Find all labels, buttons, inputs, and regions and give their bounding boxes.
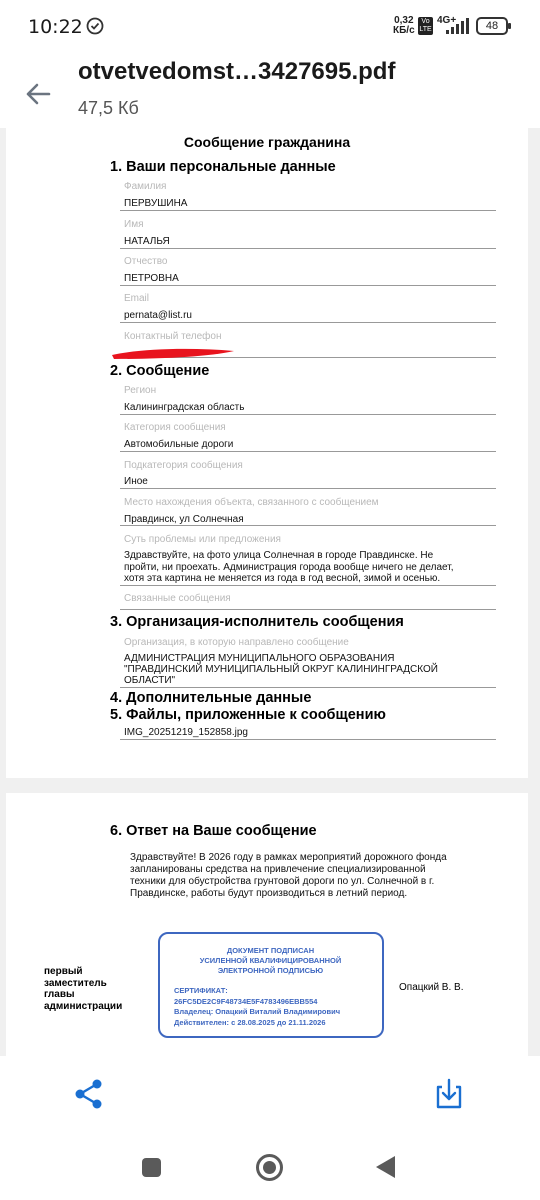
field-value: Иное (124, 476, 148, 487)
field-label: Подкатегория сообщения (124, 460, 243, 471)
section-personal-data: 1. Ваши персональные данные (110, 159, 336, 175)
answer-line: техники для обустройства грунтовой дороги по ул. Солнечной в г. (130, 876, 435, 887)
field-underline (120, 451, 496, 452)
volte-bottom: LTE (419, 26, 432, 33)
field-value: НАТАЛЬЯ (124, 236, 170, 247)
signer-position-line: первый (44, 966, 83, 977)
stamp-validity: Действителен: с 28.08.2025 до 21.11.2026 (174, 1017, 326, 1027)
arrow-left-icon (25, 82, 51, 106)
field-label: Место нахождения объекта, связанного с сообщением (124, 497, 379, 508)
field-underline (120, 285, 496, 286)
field-label: Организация, в которую направлено сообщение (124, 637, 349, 648)
signer-position-line: главы (44, 989, 75, 1000)
field-value: Правдинск, ул Солнечная (124, 514, 244, 525)
field-underline (120, 248, 496, 249)
stamp-cert-number: 26FC5DE2C9F48734E5F4783496EBB554 (174, 996, 318, 1006)
field-label: Email (124, 293, 150, 304)
field-value: ПЕТРОВНА (124, 273, 179, 284)
field-label: Регион (124, 385, 157, 396)
problem-text-line: пройти, ни проехать. Администрация города вообще ничего не делает, (124, 562, 454, 573)
stamp-cert-label: СЕРТИФИКАТ: (174, 986, 228, 995)
file-size: 47,5 Кб (78, 98, 139, 118)
field-label: Суть проблемы или предложения (124, 534, 281, 545)
signer-name: Опацкий В. В. (399, 982, 464, 993)
field-label: Связанные сообщения (124, 593, 231, 604)
redaction-mark (108, 343, 238, 363)
digital-signature-stamp (158, 932, 384, 1038)
field-underline (120, 414, 496, 415)
status-bar (0, 0, 540, 52)
field-value: Калининградская область (124, 402, 245, 413)
field-label: Фамилия (124, 181, 167, 192)
signer-position-line: администрации (44, 1000, 123, 1012)
answer-line: запланированы средства на привлечение специализированной (130, 864, 426, 875)
section-attached-files: 5. Файлы, приложенные к сообщению (110, 707, 386, 723)
system-nav-bar (0, 1138, 540, 1200)
volte-top: Vo (421, 18, 430, 25)
pdf-page-2 (6, 793, 528, 1056)
field-value: Автомобильные дороги (124, 439, 234, 450)
pdf-page-1 (6, 128, 528, 778)
field-label: Имя (124, 219, 144, 230)
field-value: pernata@list.ru (124, 310, 192, 321)
signal-icon (440, 18, 470, 34)
field-underline (120, 488, 496, 489)
section-additional-data: 4. Дополнительные данные (110, 690, 312, 706)
system-back-button[interactable] (376, 1156, 395, 1178)
section-message: 2. Сообщение (110, 363, 210, 379)
field-underline (120, 687, 496, 688)
section-answer: 6. Ответ на Ваше сообщение (110, 823, 317, 839)
share-icon (72, 1076, 106, 1112)
network-speed-unit: КБ/с (393, 25, 415, 36)
network-speed-value: 0,32 (394, 15, 414, 26)
stamp-heading-line: ДОКУМЕНТ ПОДПИСАН (226, 946, 315, 955)
network-type: 4G+ (437, 15, 457, 26)
answer-text (130, 852, 490, 900)
signer-position-line: заместитель (44, 977, 107, 989)
problem-text-line: хотя эта картина не меняется из года в год весной, зимой и осенью. (124, 573, 441, 584)
share-button[interactable] (72, 1076, 106, 1112)
check-circle-icon (86, 17, 104, 35)
status-time: 10:22 (28, 16, 83, 38)
pdf-viewer[interactable] (0, 128, 540, 1056)
field-underline (120, 322, 496, 323)
bottom-toolbar (0, 1056, 540, 1138)
field-underline (120, 585, 496, 586)
battery-icon: 48 (476, 17, 508, 35)
organization-line: АДМИНИСТРАЦИЯ МУНИЦИПАЛЬНОГО ОБРАЗОВАНИЯ (124, 653, 395, 664)
download-button[interactable] (432, 1076, 466, 1112)
attached-file-name: IMG_20251219_152858.jpg (124, 727, 248, 738)
stamp-owner: Владелец: Опацкий Виталий Владимирович (174, 1007, 341, 1016)
home-button[interactable] (256, 1154, 283, 1181)
organization-line: ОБЛАСТИ" (124, 675, 176, 686)
file-name: otvetvedomst…3427695.pdf (78, 58, 396, 85)
problem-text-line: Здравствуйте, на фото улица Солнечная в городе Правдинске. Не (124, 550, 434, 561)
recent-apps-button[interactable] (142, 1158, 161, 1177)
download-icon (432, 1076, 466, 1112)
signer-position (44, 966, 122, 1012)
stamp-heading-line: УСИЛЕННОЙ КВАЛИФИЦИРОВАННОЙ (199, 956, 342, 965)
stamp-heading (160, 946, 381, 976)
back-button[interactable] (20, 76, 56, 112)
field-label: Категория сообщения (124, 422, 226, 433)
field-underline (120, 525, 496, 526)
field-underline (120, 739, 496, 740)
stamp-details (174, 986, 340, 1028)
document-title: Сообщение гражданина (183, 134, 351, 150)
field-value: ПЕРВУШИНА (124, 198, 188, 209)
organization-line: "ПРАВДИНСКИЙ МУНИЦИПАЛЬНЫЙ ОКРУГ КАЛИНИНГРАДСКОЙ (124, 664, 438, 675)
network-speed (393, 16, 415, 36)
app-header (0, 52, 540, 130)
section-organization: 3. Организация-исполнитель сообщения (110, 614, 404, 630)
field-label: Отчество (124, 256, 168, 267)
stamp-heading-line: ЭЛЕКТРОННОЙ ПОДПИСЬЮ (217, 966, 324, 975)
field-underline (120, 609, 496, 610)
answer-line: Правдинске, работы будут производиться в летний период. (130, 888, 408, 899)
volte-icon (418, 17, 433, 35)
answer-line: Здравствуйте! В 2026 году в рамках мероприятий дорожного фонда (130, 852, 447, 863)
field-label: Контактный телефон (124, 331, 222, 342)
field-underline (120, 210, 496, 211)
